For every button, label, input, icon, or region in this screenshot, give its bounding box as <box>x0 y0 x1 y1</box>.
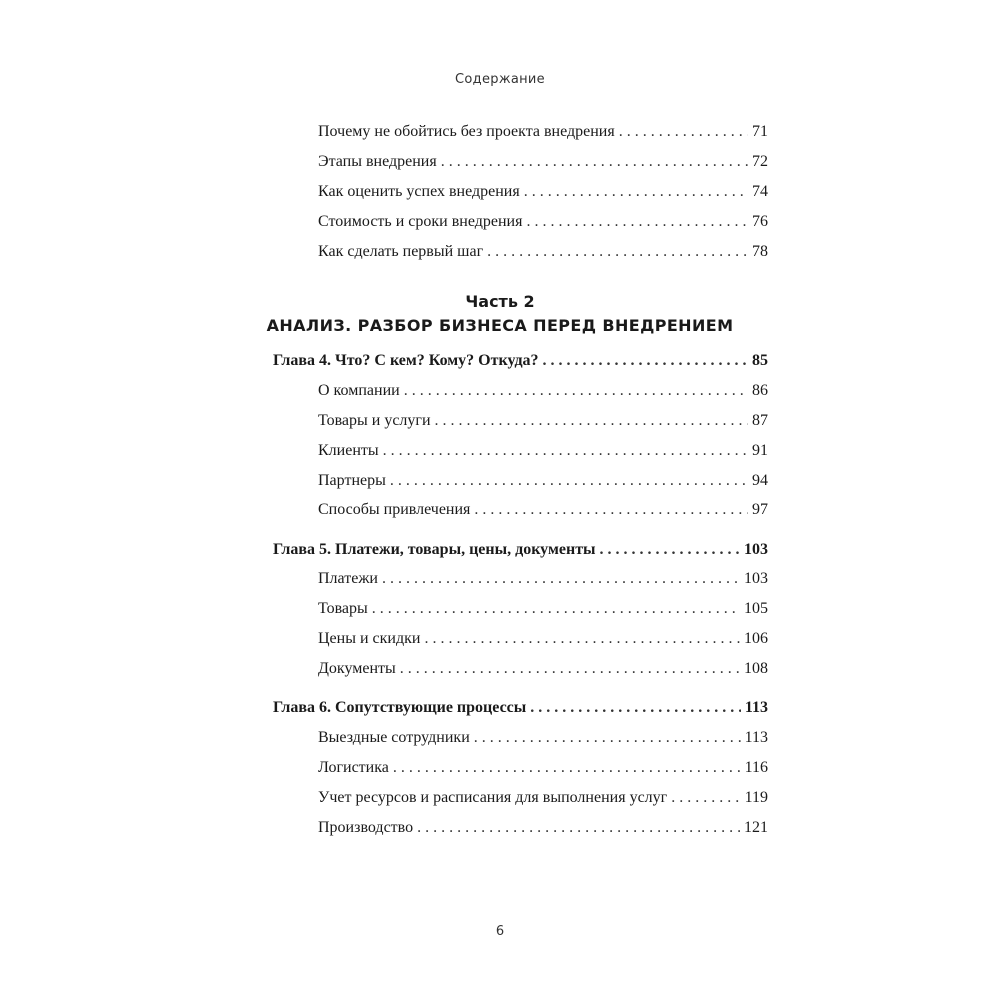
toc-entry-title: Цены и скидки <box>318 630 421 647</box>
toc-entry-title: Товары и услуги <box>318 412 431 429</box>
toc-entry-page: 71 <box>752 123 768 140</box>
toc-entry-title: Клиенты <box>318 442 379 459</box>
toc-entry-page: 78 <box>752 243 768 260</box>
leader-dots <box>619 122 748 142</box>
toc-entry-page: 116 <box>744 759 768 776</box>
toc-entry-page: 72 <box>752 153 768 170</box>
toc-entry-title: Производство <box>318 819 414 836</box>
leader-dots <box>441 152 748 172</box>
toc-entry-page: 119 <box>744 789 768 806</box>
toc-entry-page: 113 <box>744 729 768 746</box>
toc-entry-page: 94 <box>752 472 768 489</box>
toc-entry-title: Документы <box>318 660 396 677</box>
toc-entry-title: Логистика <box>318 759 389 776</box>
toc-entry-page: 103 <box>744 570 768 587</box>
toc-entry-title: Платежи <box>318 570 378 587</box>
leader-dots <box>487 242 748 262</box>
toc-entry-page: 106 <box>744 630 768 647</box>
toc-chapter-page: 103 <box>744 541 768 558</box>
part-label: Часть 2 <box>465 292 535 311</box>
toc-entry-page: 121 <box>744 819 768 836</box>
leader-dots <box>600 540 740 560</box>
toc-entry <box>318 411 768 431</box>
toc-entry-title: Как сделать первый шаг <box>318 243 484 260</box>
leader-dots <box>382 569 740 589</box>
toc-entry-page: 105 <box>744 600 768 617</box>
toc-entry <box>318 212 768 232</box>
leader-dots <box>474 728 741 748</box>
toc-chapter-page: 113 <box>744 699 768 716</box>
toc-entry <box>318 569 768 589</box>
toc-entry <box>318 818 768 838</box>
toc-entry-title: Этапы внедрения <box>318 153 437 170</box>
toc-entry <box>318 242 768 262</box>
leader-dots <box>400 659 740 679</box>
leader-dots <box>417 818 740 838</box>
toc-chapter <box>273 351 768 371</box>
part-title: АНАЛИЗ. РАЗБОР БИЗНЕСА ПЕРЕД ВНЕДРЕНИЕМ <box>266 316 734 335</box>
toc-entry-title: Товары <box>318 600 368 617</box>
toc-entry <box>318 728 768 748</box>
toc-entry-page: 91 <box>752 442 768 459</box>
toc-entry <box>318 381 768 401</box>
toc-entry-page: 86 <box>752 382 768 399</box>
toc-chapter-title: Глава 5. Платежи, товары, цены, документы <box>273 541 596 558</box>
toc-entry <box>318 152 768 172</box>
toc-entry <box>318 599 768 619</box>
toc-entry-page: 76 <box>752 213 768 230</box>
leader-dots <box>526 212 748 232</box>
toc-entry-page: 108 <box>744 660 768 677</box>
leader-dots <box>390 471 748 491</box>
toc-entry-page: 97 <box>752 501 768 518</box>
leader-dots <box>671 788 740 808</box>
leader-dots <box>404 381 748 401</box>
toc-entry-page: 74 <box>752 183 768 200</box>
toc-entry-page: 87 <box>752 412 768 429</box>
toc-entry-title: Как оценить успех внедрения <box>318 183 520 200</box>
toc-entry-title: Выездные сотрудники <box>318 729 470 746</box>
toc-entry <box>318 182 768 202</box>
toc-entry-title: О компании <box>318 382 400 399</box>
leader-dots <box>435 411 748 431</box>
toc-chapter <box>273 698 768 718</box>
leader-dots <box>372 599 740 619</box>
toc-chapter-page: 85 <box>752 352 768 369</box>
toc-entry-title: Учет ресурсов и расписания для выполнения услуг <box>318 789 668 806</box>
toc-entry <box>318 758 768 778</box>
toc-entry-title: Способы привлечения <box>318 501 471 518</box>
leader-dots <box>393 758 741 778</box>
toc-entry <box>318 659 768 679</box>
leader-dots <box>530 698 741 718</box>
toc-entry-title: Почему не обойтись без проекта внедрения <box>318 123 615 140</box>
toc-entry-title: Стоимость и сроки внедрения <box>318 213 523 230</box>
running-header: Содержание <box>455 72 545 87</box>
toc-chapter-title: Глава 4. Что? С кем? Кому? Откуда? <box>273 352 539 369</box>
toc-entry <box>318 471 768 491</box>
toc-entry <box>318 441 768 461</box>
toc-entry <box>318 122 768 142</box>
leader-dots <box>424 629 740 649</box>
leader-dots <box>524 182 748 202</box>
leader-dots <box>474 500 748 520</box>
toc-chapter-title: Глава 6. Сопутствующие процессы <box>273 699 527 716</box>
toc-entry <box>318 788 768 808</box>
toc-chapter <box>273 540 768 560</box>
toc-entry <box>318 629 768 649</box>
toc-entry-title: Партнеры <box>318 472 386 489</box>
leader-dots <box>543 351 748 371</box>
leader-dots <box>383 441 748 461</box>
page-number: 6 <box>495 924 505 939</box>
toc-entry <box>318 500 768 520</box>
